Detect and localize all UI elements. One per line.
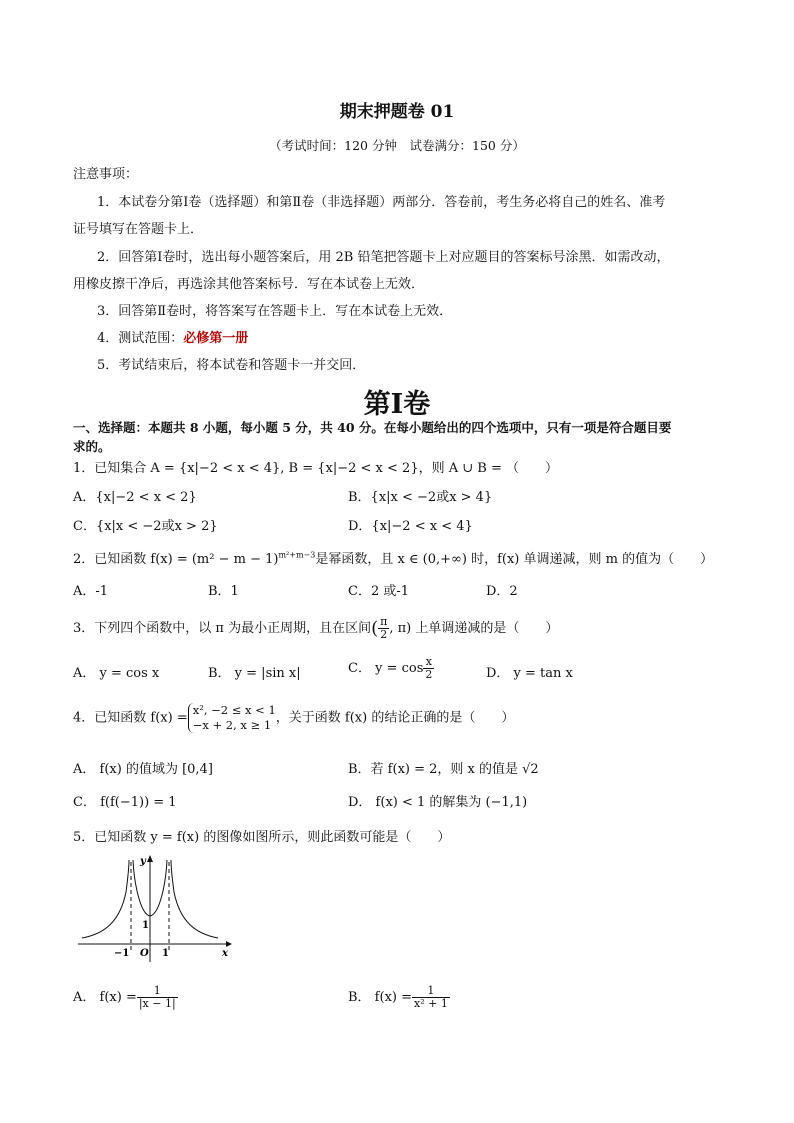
note-1b: 证号填写在答题卡上．: [73, 222, 204, 237]
q3-stem-a: 3．下列四个函数中，以 π 为最小正周期，且在区间: [73, 621, 372, 636]
label-y: y: [140, 856, 146, 867]
label-pos1: 1: [162, 948, 169, 959]
q3-frac-den: 2: [380, 628, 388, 641]
q3-c-den: 2: [425, 668, 433, 681]
q4-piece-1: x², −2 ≤ x < 1: [192, 703, 276, 717]
note-2a: 2．回答第Ⅰ卷时，选出每小题答案后，用 2B 铅笔把答题卡上对应题目的答案标号涂黑．如需改动，: [97, 250, 670, 265]
section-title: 第Ⅰ卷: [363, 389, 431, 420]
page-subtitle: （考试时间：120 分钟 试卷满分：150 分）: [269, 138, 525, 153]
q3-c-num: x: [423, 656, 434, 669]
x-axis-arrow: [226, 941, 232, 947]
q4-option-c: C． f(f(−1)) = 1: [73, 795, 177, 810]
q5-option-a-label: A． f(x) =: [73, 990, 137, 1005]
note-1a: 1．本试卷分第Ⅰ卷（选择题）和第Ⅱ卷（非选择题）两部分．答卷前，考生务必将自己的姓名、准考: [97, 195, 666, 210]
q1-option-a: A．{x|−2 < x < 2}: [73, 490, 197, 505]
q5-option-b-fraction: [412, 985, 450, 1010]
label-x: x: [222, 948, 228, 959]
note-4: [97, 327, 248, 346]
q5-function-graph: [76, 852, 236, 964]
q3-option-a: A． y = cos x: [73, 666, 160, 681]
q2-option-d: D．2: [486, 584, 518, 599]
label-one: 1: [142, 920, 149, 931]
q2-stem-a: 2．已知函数 f(x) = (m² − m − 1): [73, 552, 279, 567]
q1-option-c: C．{x|x < −2或x > 2}: [73, 519, 218, 534]
q5-option-a-fraction: [137, 985, 178, 1010]
q5-option-b-label: B． f(x) =: [348, 990, 412, 1005]
q3-fraction: [378, 616, 389, 641]
q3-stem: 3．下列四个函数中，以 π 为最小正周期，且在区间( $\frac{\pi}{2}$ , π) 上单调递减的是（ ）: [73, 615, 559, 641]
instruction-b: 求的。: [73, 439, 111, 454]
q3-option-d: D． y = tan x: [486, 666, 573, 681]
q2-stem: [73, 548, 713, 567]
notes-title: 注意事项：: [73, 167, 139, 182]
note-4-value: 必修第一册: [183, 331, 249, 346]
q4-stem: [73, 703, 514, 733]
q1-option-d: D．{x|−2 < x < 4}: [348, 519, 473, 534]
q4-option-d: D． f(x) < 1 的解集为 (−1,1): [348, 795, 528, 810]
label-origin: O: [140, 948, 149, 959]
note-4-label: 4．测试范围：: [97, 331, 184, 346]
q5-b-den: x² + 1: [414, 997, 448, 1010]
q1-stem: 1．已知集合 A = {x|−2 < x < 4}, B = {x|−2 < x < 2}，则 A ∪ B = （ ）: [73, 461, 558, 476]
q5-stem: 5．已知函数 y = f(x) 的图像如图所示，则此函数可能是（ ）: [73, 830, 451, 845]
q4-option-a: A． f(x) 的值域为 [0,4]: [73, 762, 213, 777]
q5-b-num: 1: [412, 985, 450, 998]
q2-exponent: m²+m−3: [278, 550, 316, 560]
q4-piecewise: [188, 703, 276, 733]
q5-option-a: [73, 985, 178, 1010]
q3-option-c-label: C． y = cos: [348, 661, 424, 676]
q2-option-c: C．2 或-1: [348, 584, 410, 599]
q5-a-num: 1: [137, 985, 178, 998]
note-3: 3．回答第Ⅱ卷时，将答案写在答题卡上．写在本试卷上无效．: [97, 304, 453, 319]
q3-option-c-fraction: [423, 656, 434, 681]
q4-option-b: B．若 f(x) = 2，则 x 的值是 √2: [348, 762, 539, 777]
q3-option-c: [348, 656, 434, 681]
q3-stem-b: , π) 上单调递减的是（ ）: [389, 621, 559, 636]
q2-option-a: A．-1: [73, 584, 109, 599]
instruction-a: 一、选择题：本题共 8 小题，每小题 5 分，共 40 分。在每小题给出的四个选项中，只有一项是符合题目要: [73, 420, 672, 435]
curve-right: [171, 860, 218, 938]
q5-a-den: |x − 1|: [138, 997, 176, 1010]
q4-piece-2: −x + 2, x ≥ 1: [192, 718, 272, 732]
page-title: 期末押题卷 01: [339, 102, 455, 122]
q1-option-b: B．{x|x < −2或x > 4}: [348, 490, 493, 505]
q3-frac-num: π: [380, 615, 388, 628]
note-2b: 用橡皮擦干净后，再选涂其他答案标号．写在本试卷上无效．: [73, 277, 425, 292]
q2-stem-b: 是幂函数，且 x ∈ (0,+∞) 时，f(x) 单调递减，则 m 的值为（ ）: [315, 552, 714, 567]
curve-left: [82, 860, 129, 938]
q4-stem-b: ，关于函数 f(x) 的结论正确的是（ ）: [275, 710, 515, 726]
q4-stem-a: 4．已知函数 f(x) =: [73, 710, 188, 726]
q5-option-b: [348, 985, 450, 1010]
q3-option-b: B． y = |sin x|: [208, 666, 301, 681]
q2-option-b: B．1: [208, 584, 239, 599]
y-axis-arrow: [147, 855, 153, 862]
label-neg1: −1: [114, 948, 130, 959]
note-5: 5．考试结束后，将本试卷和答题卡一并交回．: [97, 358, 366, 373]
